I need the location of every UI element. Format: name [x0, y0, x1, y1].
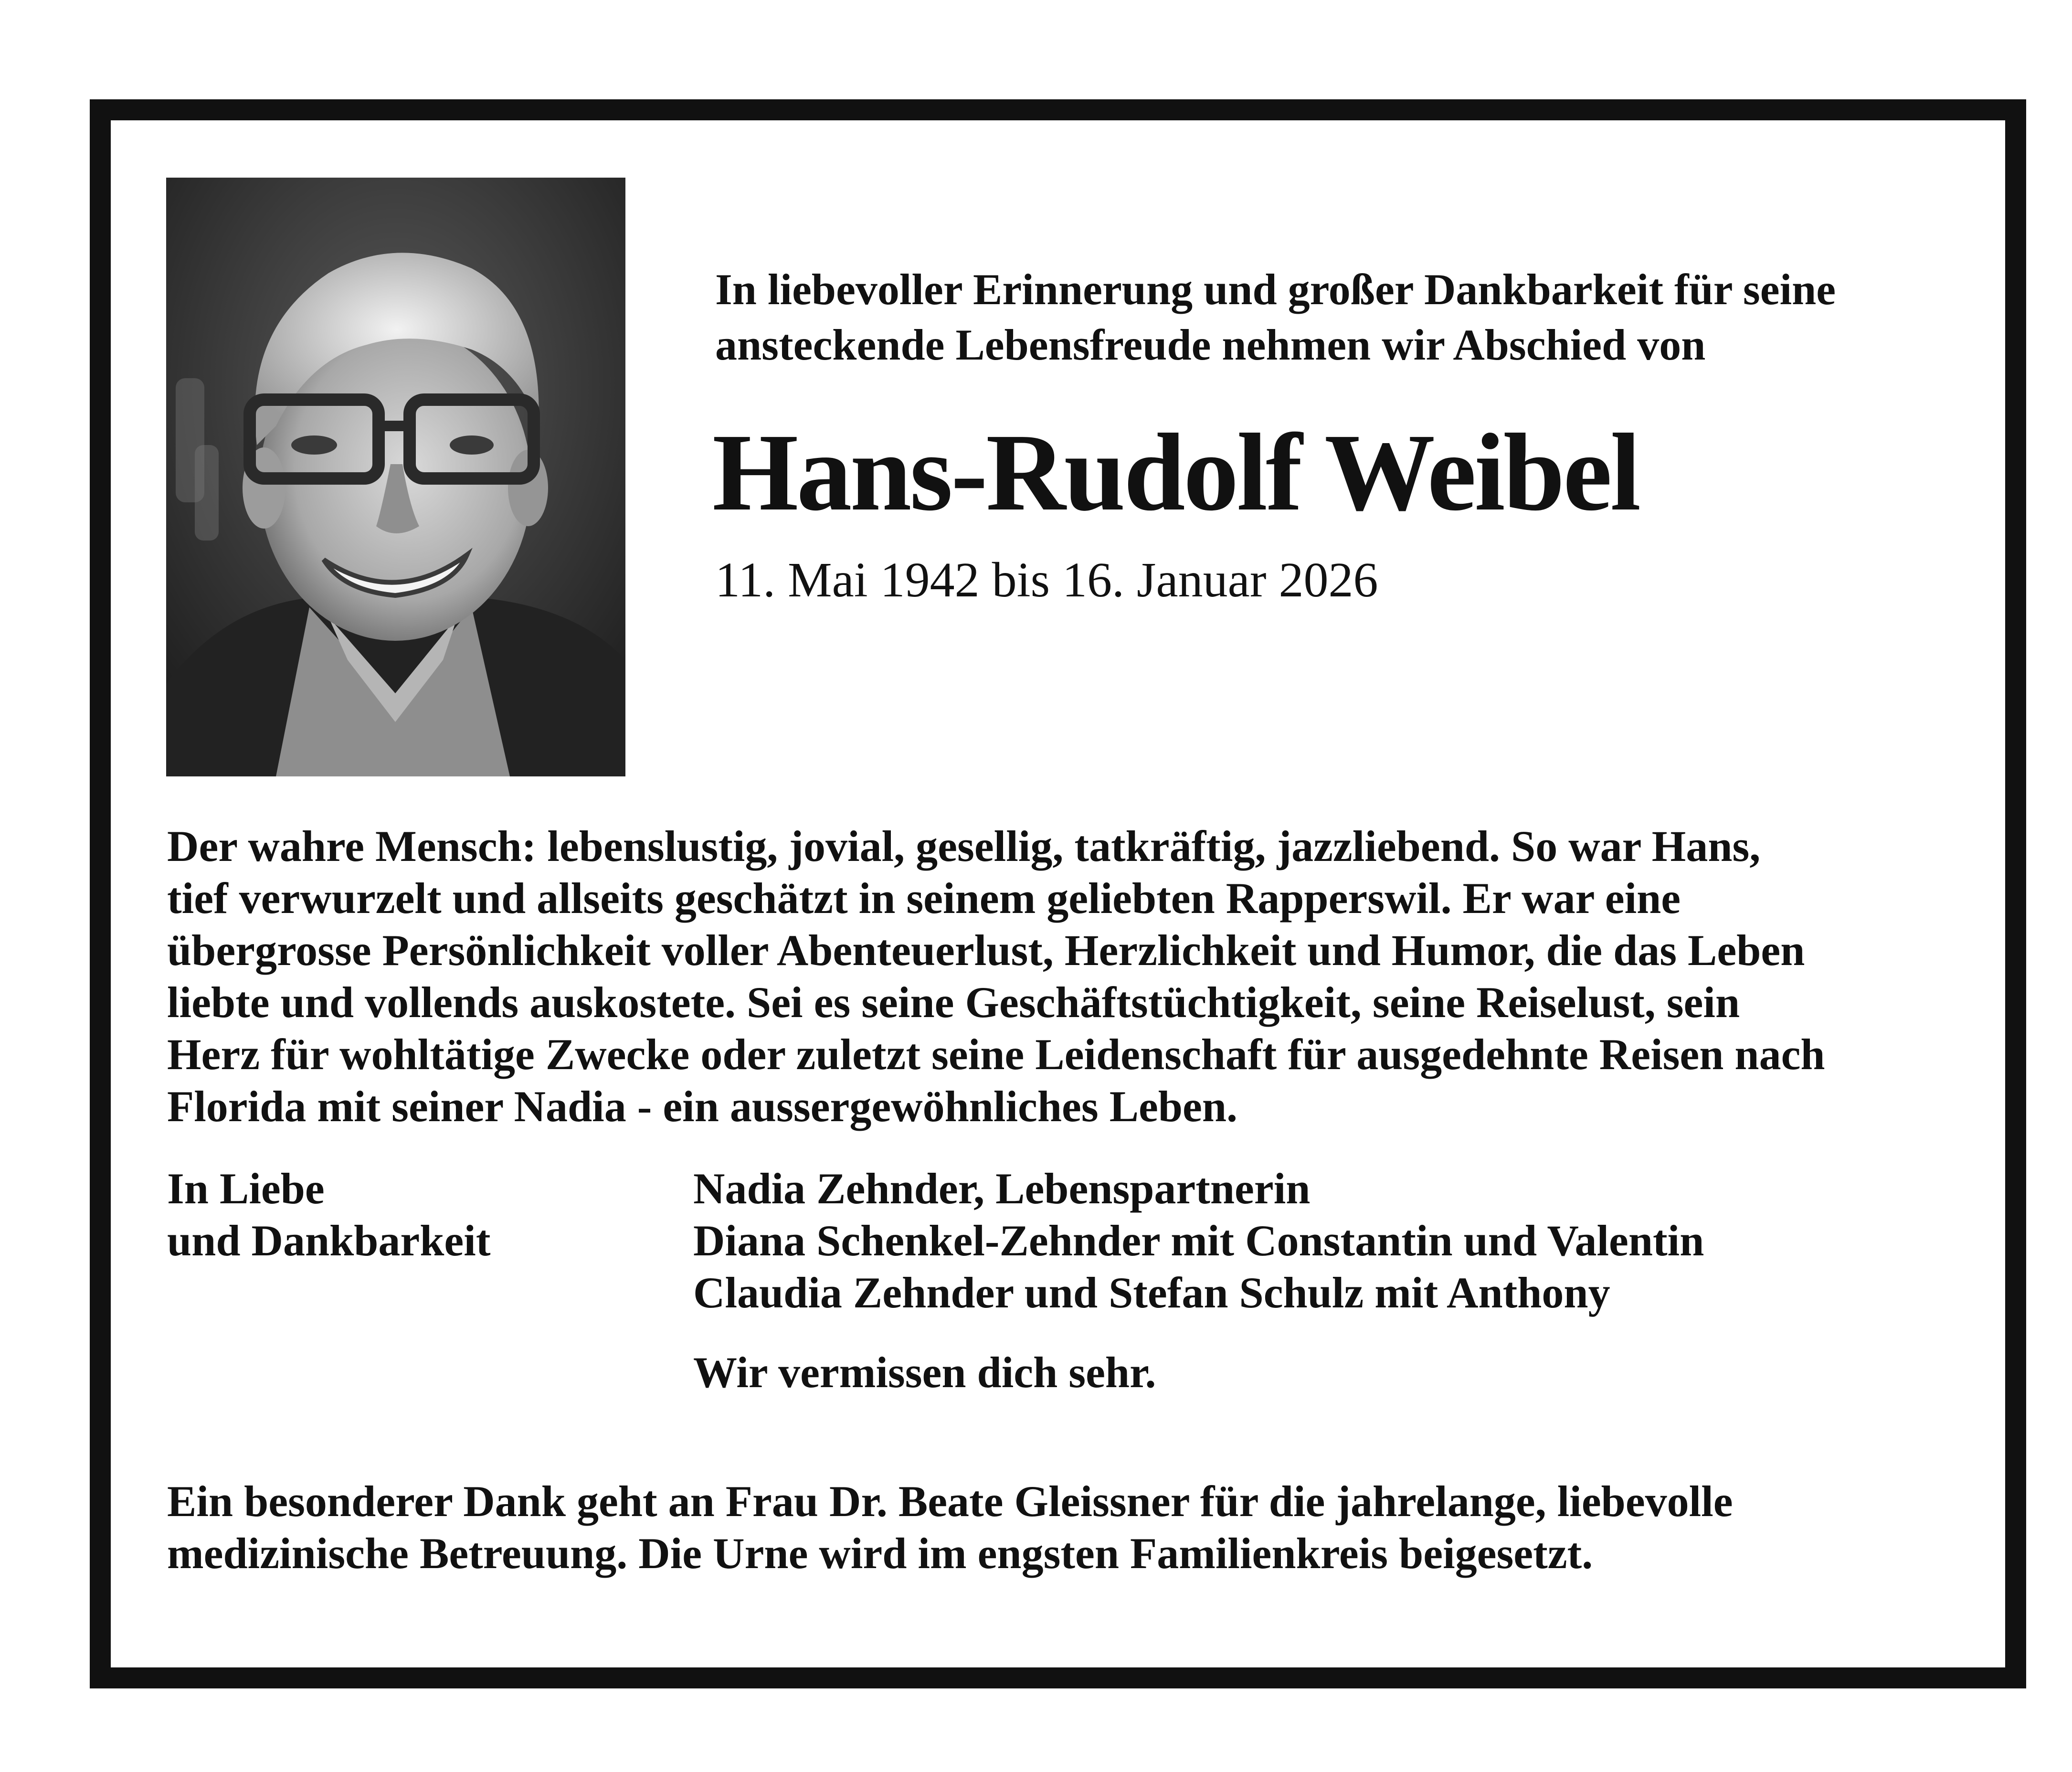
bio-line: übergrosse Persönlichkeit voller Abenteuerlust, Herzlichkeit und Humor, die das Leben	[167, 926, 1805, 975]
portrait-image	[166, 178, 625, 776]
signatory: Diana Schenkel-Zehnder mit Constantin und Valentin	[693, 1216, 1704, 1265]
bio-line: Herz für wohltätige Zwecke oder zuletzt seine Leidenschaft für ausgedehnte Reisen nach	[167, 1030, 1825, 1079]
bio-line: tief verwurzelt und allseits geschätzt in seinem geliebten Rapperswil. Er war eine	[167, 874, 1681, 923]
thanks-line: Ein besonderer Dank geht an Frau Dr. Beate Gleissner für die jahrelange, liebevolle	[167, 1477, 1733, 1526]
portrait-photo	[166, 178, 625, 776]
signatories-list	[693, 1163, 1704, 1319]
farewell-line: Wir vermissen dich sehr.	[693, 1348, 1156, 1397]
closing-line: und Dankbarkeit	[167, 1216, 491, 1265]
bio-line: Der wahre Mensch: lebenslustig, jovial, gesellig, tatkräftig, jazzliebend. So war Hans,	[167, 822, 1761, 870]
intro-text	[715, 262, 1937, 372]
intro-line: In liebevoller Erinnerung und großer Dankbarkeit für seine	[715, 265, 1836, 314]
bio-line: Florida mit seiner Nadia - ein aussergewöhnliches Leben.	[167, 1082, 1238, 1131]
intro-line: ansteckende Lebensfreude nehmen wir Abschied von	[715, 320, 1706, 369]
closing-line: In Liebe	[167, 1164, 325, 1213]
signatory: Claudia Zehnder und Stefan Schulz mit Anthony	[693, 1268, 1610, 1317]
deceased-name: Hans-Rudolf Weibel	[712, 411, 1639, 534]
signatory: Nadia Zehnder, Lebenspartnerin	[693, 1164, 1311, 1213]
closing-phrase	[167, 1163, 490, 1267]
bio-line: liebte und vollends auskostete. Sei es seine Geschäftstüchtigkeit, seine Reiselust, sein	[167, 978, 1740, 1027]
biography-paragraph	[167, 820, 1934, 1133]
thanks-paragraph	[167, 1475, 1733, 1580]
life-dates: 11. Mai 1942 bis 16. Januar 2026	[715, 552, 1378, 607]
thanks-line: medizinische Betreuung. Die Urne wird im engsten Familienkreis beigesetzt.	[167, 1529, 1593, 1578]
